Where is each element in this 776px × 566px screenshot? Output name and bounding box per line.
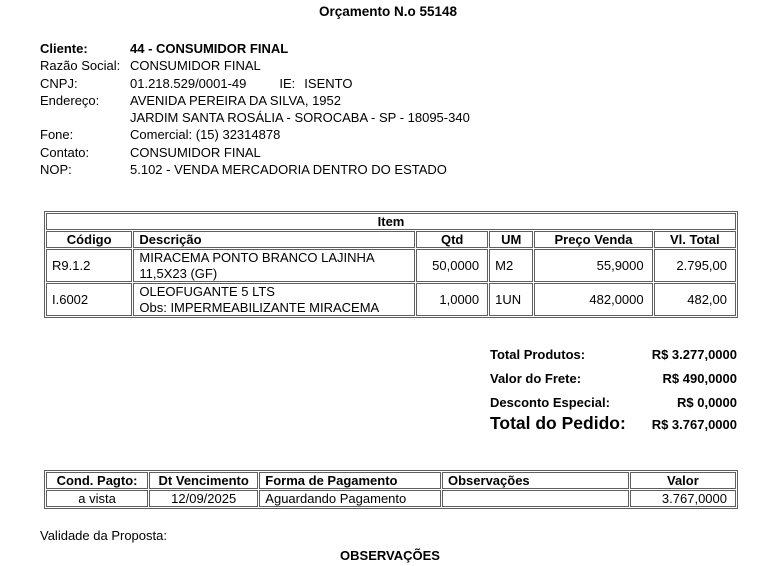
payment-cell-dt-vencimento: 12/09/2025 xyxy=(149,490,258,507)
endereco-line2: JARDIM SANTA ROSÁLIA - SOROCABA - SP - 18095-340 xyxy=(130,110,470,126)
item-cell-descricao xyxy=(133,249,415,282)
payment-table-row xyxy=(46,490,736,507)
item-cell-um: 1UN xyxy=(489,283,533,316)
item-table-header-row xyxy=(46,231,736,248)
payment-col-observacoes: Observações xyxy=(442,472,629,489)
descricao-line1: MIRACEMA PONTO BRANCO LAJINHA xyxy=(139,250,375,265)
payment-col-valor: Valor xyxy=(630,472,736,489)
client-row-nop xyxy=(40,161,740,178)
client-row-razao-social xyxy=(40,57,740,74)
cliente-value: 44 - CONSUMIDOR FINAL xyxy=(130,41,289,56)
payment-cell-forma-pagamento: Aguardando Pagamento xyxy=(259,490,441,507)
item-table-group-row xyxy=(46,213,736,230)
item-table-group-header: Item xyxy=(46,213,736,230)
client-row-contato xyxy=(40,144,740,161)
item-cell-codigo: R9.1.2 xyxy=(46,249,132,282)
item-table-row xyxy=(46,283,736,316)
item-cell-descricao xyxy=(133,283,415,316)
valor-frete-value: R$ 490,0000 xyxy=(662,371,737,386)
item-table xyxy=(44,211,738,318)
contato-value: CONSUMIDOR FINAL xyxy=(130,144,261,160)
descricao-line2: 11,5X23 (GF) xyxy=(139,265,218,281)
payment-col-forma-pagamento: Forma de Pagamento xyxy=(259,472,441,489)
item-cell-codigo: I.6002 xyxy=(46,283,132,316)
client-row-cnpj xyxy=(40,75,740,92)
endereco-line1: AVENIDA PEREIRA DA SILVA, 1952 xyxy=(130,92,341,108)
endereco-label: Endereço: xyxy=(40,92,100,108)
client-row-endereco xyxy=(40,92,740,127)
razao-social-value: CONSUMIDOR FINAL xyxy=(130,58,261,74)
nop-label: NOP: xyxy=(40,162,72,178)
desconto-especial-value: R$ 0,0000 xyxy=(677,395,737,410)
item-col-vl-total: Vl. Total xyxy=(654,231,736,248)
item-table-row xyxy=(46,249,736,282)
item-cell-vl-total: 2.795,00 xyxy=(654,249,736,282)
fone-value: Comercial: (15) 32314878 xyxy=(130,127,281,143)
desconto-especial-row xyxy=(490,395,737,410)
page-title: Orçamento N.o 55148 xyxy=(318,4,458,19)
item-cell-vl-total: 482,00 xyxy=(654,283,736,316)
item-col-descricao: Descrição xyxy=(133,231,415,248)
endereco-value xyxy=(130,92,740,127)
validity-label: Validade da Proposta: xyxy=(40,528,167,543)
ie-value: ISENTO xyxy=(304,75,353,91)
contato-label: Contato: xyxy=(40,144,90,160)
item-col-preco-venda: Preço Venda xyxy=(534,231,652,248)
payment-cell-valor: 3.767,0000 xyxy=(630,490,736,507)
fone-label: Fone: xyxy=(40,127,74,143)
cnpj-ie-group xyxy=(130,75,740,92)
item-cell-qtd: 50,0000 xyxy=(416,249,488,282)
item-col-qtd: Qtd xyxy=(416,231,488,248)
descricao-line2: Obs: IMPERMEABILIZANTE MIRACEMA xyxy=(139,299,380,315)
razao-social-label: Razão Social: xyxy=(40,58,121,74)
cnpj-value: 01.218.529/0001-49 xyxy=(130,75,247,91)
client-row-fone xyxy=(40,126,740,143)
item-cell-preco-venda: 482,0000 xyxy=(534,283,652,316)
valor-frete-row xyxy=(490,371,737,386)
descricao-line1: OLEOFUGANTE 5 LTS xyxy=(139,284,275,299)
total-produtos-row xyxy=(490,347,737,362)
total-produtos-value: R$ 3.277,0000 xyxy=(651,347,737,362)
cliente-label: Cliente: xyxy=(40,41,88,56)
nop-value: 5.102 - VENDA MERCADORIA DENTRO DO ESTADO xyxy=(130,162,447,178)
valor-frete-label: Valor do Frete: xyxy=(490,371,582,386)
item-cell-preco-venda: 55,9000 xyxy=(534,249,652,282)
desconto-especial-label: Desconto Especial: xyxy=(490,395,610,410)
payment-cell-cond-pagto: a vista xyxy=(46,490,148,507)
observations-title: OBSERVAÇÕES xyxy=(340,548,440,563)
item-cell-um: M2 xyxy=(489,249,533,282)
total-pedido-row xyxy=(490,413,737,434)
cnpj-label: CNPJ: xyxy=(40,75,78,91)
total-pedido-value: R$ 3.767,0000 xyxy=(651,417,737,432)
payment-table-header-row xyxy=(46,472,736,489)
total-pedido-label: Total do Pedido: xyxy=(490,413,626,433)
payment-col-dt-vencimento: Dt Vencimento xyxy=(149,472,258,489)
payment-table xyxy=(44,470,738,509)
item-col-um: UM xyxy=(489,231,533,248)
payment-col-cond-pagto: Cond. Pagto: xyxy=(46,472,148,489)
total-produtos-label: Total Produtos: xyxy=(490,347,586,362)
ie-label: IE: xyxy=(279,75,296,91)
client-info-block xyxy=(40,40,740,178)
client-row-cliente xyxy=(40,40,740,57)
item-col-codigo: Código xyxy=(46,231,132,248)
item-cell-qtd: 1,0000 xyxy=(416,283,488,316)
payment-cell-observacoes xyxy=(442,490,629,507)
